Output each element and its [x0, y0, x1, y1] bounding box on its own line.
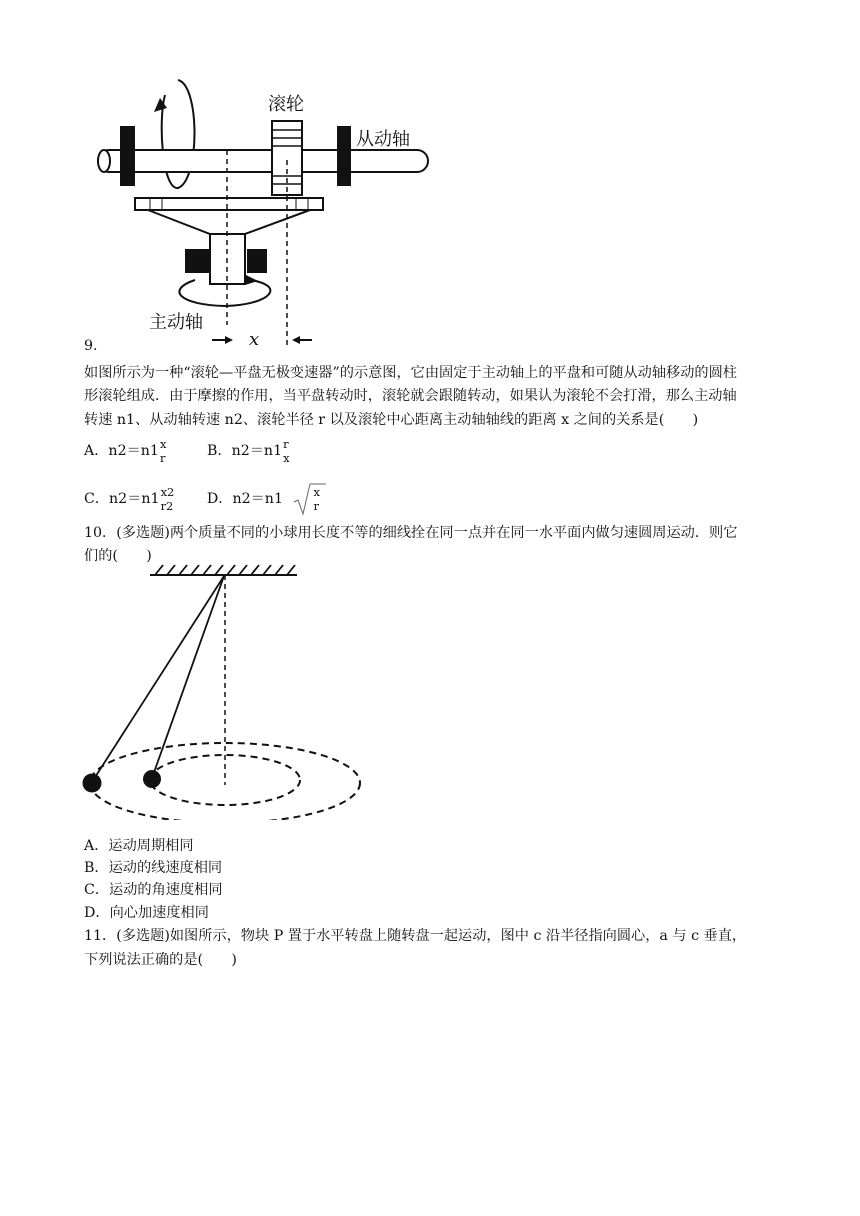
q10-text-line-2: 们的( ): [84, 548, 152, 564]
q9-option-d[interactable]: D．n2＝n1 x r: [207, 482, 328, 516]
roller-label: 滚轮: [268, 94, 304, 115]
q9-text-line-2: 形滚轮组成．由于摩擦的作用，当平盘转动时，滚轮就会跟随转动，如果认为滚轮不会打滑，那么主动轴: [84, 388, 737, 404]
fraction: r x: [283, 437, 290, 465]
conical-pendulum-diagram: [0, 560, 420, 820]
driving-shaft-label: 主动轴: [149, 312, 203, 333]
q9-options-row-2: [84, 482, 327, 516]
sqrt-symbol: x r: [293, 482, 327, 516]
transmission-figure: [0, 0, 460, 345]
q9-text-line-1: 如图所示为一种“滚轮—平盘无极变速器”的示意图，它由固定于主动轴上的平盘和可随从动轴移动的圆柱: [84, 365, 737, 381]
q10-option-c[interactable]: C．运动的角速度相同: [84, 882, 223, 898]
q9-option-a[interactable]: A．n2＝n1 x r: [84, 437, 167, 465]
q9-option-b[interactable]: B．n2＝n1 r x: [206, 437, 290, 465]
fraction: x r: [159, 437, 167, 465]
distance-x-label: x: [249, 329, 260, 350]
q11-text-line-1: 11．(多选题)如图所示，物块 P 置于水平转盘上随转盘一起运动，图中 c 沿半径指向圆心，a 与 c 垂直，: [84, 928, 747, 944]
q10-text-line-1: 10．(多选题)两个质量不同的小球用长度不等的细线拴在同一点并在同一水平面内做匀速圆周运动．则它: [84, 525, 738, 541]
q9-options-row-1: [84, 437, 290, 465]
q10-option-b[interactable]: B．运动的线速度相同: [84, 860, 223, 876]
pendulum-figure: [0, 560, 420, 820]
q10-option-a[interactable]: A．运动周期相同: [84, 838, 194, 854]
transmission-diagram: [0, 0, 860, 350]
q9-option-c[interactable]: C．n2＝n1 x2 r2: [84, 485, 175, 513]
q10-option-d[interactable]: D．向心加速度相同: [84, 905, 209, 921]
q9-text-line-3: 转速 n1、从动轴转速 n2、滚轮半径 r 以及滚轮中心距离主动轴轴线的距离 x 之间的关系是( ): [84, 412, 699, 428]
q11-text-line-2: 下列说法正确的是( ): [84, 952, 237, 968]
driven-shaft-label: 从动轴: [356, 129, 410, 150]
fraction: x2 r2: [160, 485, 175, 513]
q9-number: 9.: [84, 338, 98, 354]
